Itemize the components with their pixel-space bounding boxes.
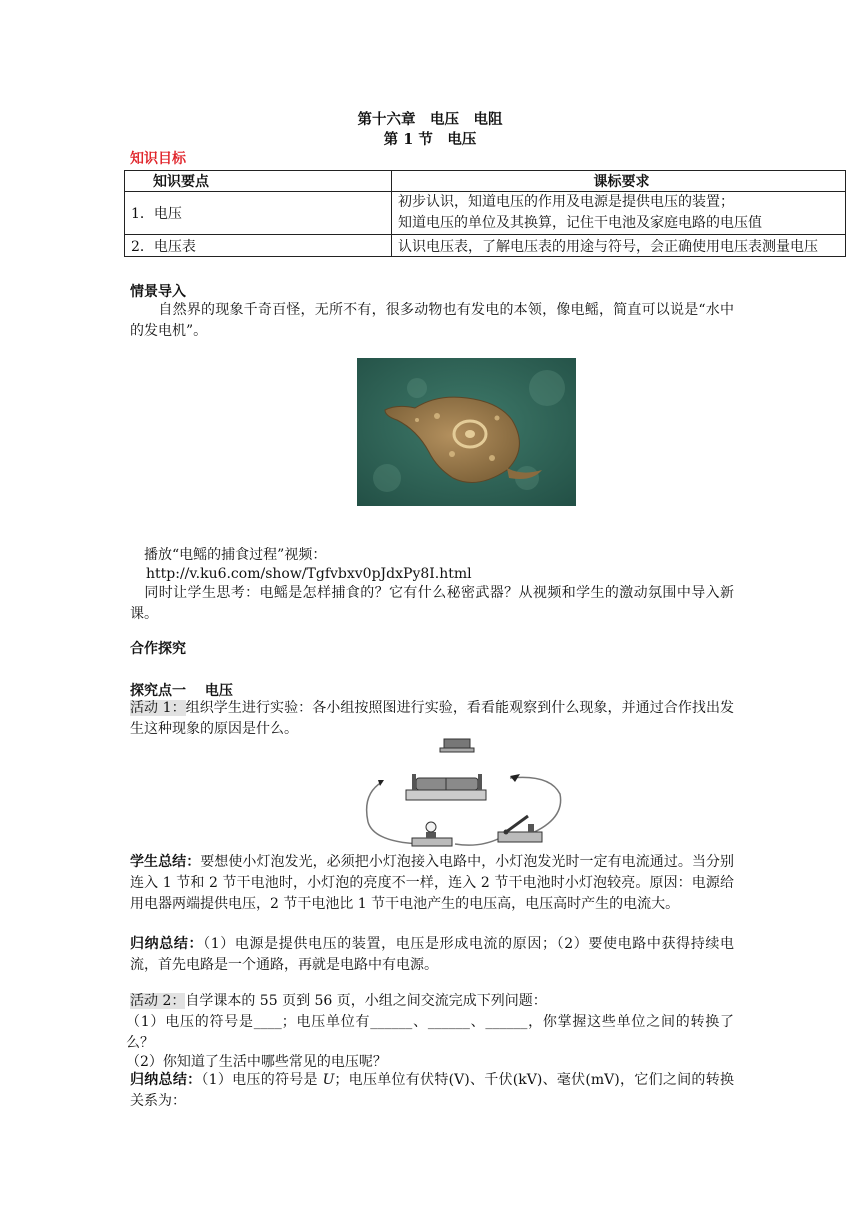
col-header-req: 课标要求 [392, 171, 846, 192]
chapter-title: 第十六章 电压 电阻 [357, 111, 503, 128]
summary1-text: （1）电源是提供电压的装置，电压是形成电流的原因；（2）要使电路中获得持续电流，首先电路是一个通路，再就是电路中有电源。 [130, 936, 735, 973]
summary1-label: 归纳总结： [130, 936, 204, 952]
student-summary-text: 要想使小灯泡发光，必须把小灯泡接入电路中，小灯泡发光时一定有电流通过。当分别连入 1 节和 2 节干电池时，小灯泡的亮度不一样，连入 2 节干电池时小灯泡较亮。原因：电源给用电器两端提供电压，2 节干电池比 1 节干电池产生的电压高，电压高时产生的电流大。 [130, 854, 735, 912]
intro-paragraph: 自然界的现象千奇百怪，无所不有，很多动物也有发电的本领，像电鳐，简直可以说是“水中的发电机”。 [130, 302, 734, 339]
knowledge-goals-heading: 知识目标 [130, 151, 186, 167]
summary1 [130, 934, 734, 976]
table-row [125, 192, 846, 235]
activity2-paragraph [130, 991, 734, 1012]
section-title: 第 1 节 电压 [383, 131, 477, 148]
table-header-row [125, 171, 846, 192]
table-cell-req [392, 192, 846, 235]
summary2-label: 归纳总结： [130, 1072, 202, 1088]
req-line: 初步认识，知道电压的作用及电源是提供电压的装置； [398, 194, 734, 210]
student-summary-label: 学生总结： [130, 854, 201, 870]
activity2-text: 自学课本的 55 页到 56 页，小组之间交流完成下列问题： [185, 993, 547, 1009]
point1-heading: 探究点一 电压 [130, 683, 233, 699]
coop-heading: 合作探究 [130, 641, 186, 657]
activity1-text: 组织学生进行实验：各小组按照图进行实验，看看能观察到什么现象，并通过合作找出发生这种现象的原因是什么。 [130, 700, 735, 737]
summary2-text-b: ；电压单位有伏特(V)、千伏(kV)、毫伏(mV)，它们之间的转换关系为： [130, 1072, 734, 1109]
knowledge-goals-table [124, 170, 846, 257]
electric-ray-photo [357, 358, 576, 506]
table-cell-req: 认识电压表，了解电压表的用途与符号，会正确使用电压表测量电压 [392, 235, 846, 257]
activity2-label: 活动 2： [130, 993, 186, 1009]
summary2-text-a: （1）电压的符号是 [201, 1072, 323, 1088]
table-cell-point: 2．电压表 [125, 235, 392, 257]
table-cell-point: 1．电压 [125, 192, 392, 235]
summary2 [130, 1070, 734, 1112]
student-summary [130, 852, 734, 915]
col-header-point: 知识要点 [125, 171, 392, 192]
intro-heading: 情景导入 [130, 284, 186, 300]
voltage-symbol: U [322, 1072, 335, 1088]
table-row [125, 235, 846, 257]
question2: （2）你知道了生活中哪些常见的电压呢？ [126, 1054, 387, 1070]
circuit-experiment-figure [360, 734, 570, 852]
req-line: 知道电压的单位及其换算，记住干电池及家庭电路的电压值 [398, 215, 762, 231]
think-line: 同时让学生思考：电鳐是怎样捕食的？它有什么秘密武器？从视频和学生的激动氛围中导入新课。 [130, 585, 734, 622]
video-line: 播放“电鳐的捕食过程”视频： [130, 547, 327, 563]
question1: （1）电压的符号是____；电压单位有______、______、______，你掌握这些单位之间的转换了么？ [126, 1014, 734, 1051]
activity1-label: 活动 1： [130, 700, 186, 716]
video-url: http://v.ku6.com/show/Tgfvbxv0pJdxPy8I.html [146, 566, 472, 582]
